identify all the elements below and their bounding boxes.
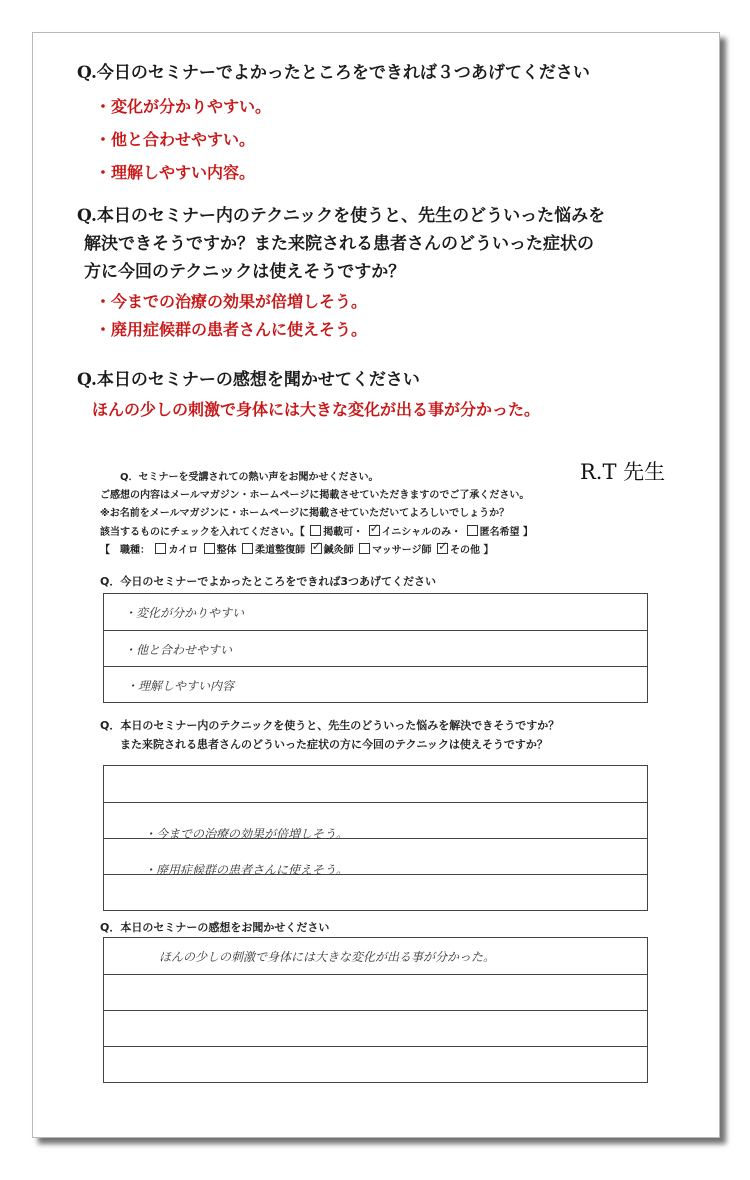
answer-3: ほんの少しの刺激で身体には大きな変化が出る事が分かった。: [92, 400, 541, 419]
answer-1-1: ・変化が分かりやすい。: [95, 97, 272, 116]
answer-line[interactable]: [104, 1010, 647, 1046]
job-seitai-checkbox[interactable]: [204, 543, 215, 554]
job-prefix: 【 職種：: [100, 545, 150, 556]
answer-line[interactable]: [104, 974, 647, 1010]
form-intro-1: Q．セミナーを受講されての熱い声をお聞かせください。: [120, 472, 379, 483]
consent-prefix: 該当するものにチェックを入れてください。【: [100, 527, 305, 538]
handwritten-2-2: ・廃用症候群の患者さんに使えそう。: [144, 863, 349, 877]
job-option-seitai: 整体: [216, 545, 237, 556]
answer-line[interactable]: [104, 863, 647, 910]
job-suffix: 】: [483, 545, 494, 556]
handwritten-3: ほんの少しの刺激で身体には大きな変化が出る事が分かった。: [159, 950, 496, 964]
form-answer-box-1: [103, 593, 648, 703]
job-chiro-checkbox[interactable]: [155, 543, 166, 554]
consent-option-initials: イニシャルのみ・: [381, 527, 462, 538]
consent-suffix: 】: [523, 527, 534, 538]
consent-anonymous-checkbox[interactable]: [467, 525, 478, 536]
form-answer-box-2: [103, 765, 648, 911]
job-option-chiro: カイロ: [168, 545, 199, 556]
handwritten-1-3: ・理解しやすい内容: [126, 679, 235, 693]
consent-initials-checkbox[interactable]: [369, 525, 380, 536]
question-2-line-1: Q.本日のセミナー内のテクニックを使うと、先生のどういった悩みを: [77, 206, 606, 226]
answer-2-1: ・今までの治療の効果が倍増しそう。: [95, 292, 368, 311]
answer-2-2: ・廃用症候群の患者さんに使えそう。: [95, 320, 368, 339]
handwritten-2-1: ・今までの治療の効果が倍増しそう。: [144, 827, 349, 841]
answer-line[interactable]: [104, 1046, 647, 1082]
consent-option-publish: 掲載可・: [323, 527, 364, 538]
question-2-line-3: 方に今回のテクニックは使えそうですか？: [84, 262, 406, 282]
answer-1-3: ・理解しやすい内容。: [95, 163, 256, 182]
signature: R.T 先生: [580, 460, 666, 484]
job-option-judo: 柔道整復師: [255, 545, 306, 556]
job-judo-checkbox[interactable]: [242, 543, 253, 554]
job-row: [100, 543, 494, 558]
answer-line[interactable]: [104, 594, 647, 630]
consent-option-anonymous: 匿名希望: [479, 527, 520, 538]
answer-1-2: ・他と合わせやすい。: [95, 130, 256, 149]
job-option-massage: マッサージ師: [372, 545, 432, 556]
answer-line[interactable]: [104, 938, 647, 974]
consent-row: [100, 525, 533, 540]
form-question-2-line-1: Q．本日のセミナー内のテクニックを使うと、先生のどういった悩みを解決できそうですか？: [100, 719, 560, 732]
job-other-checkbox[interactable]: [437, 543, 448, 554]
handwritten-1-2: ・他と合わせやすい: [124, 643, 233, 657]
form-answer-box-3: [103, 937, 648, 1083]
form-question-3: Q．本日のセミナーの感想をお聞かせください: [100, 921, 330, 934]
question-3: Q.本日のセミナーの感想を聞かせてください: [77, 370, 420, 390]
question-2-line-2: 解決できそうですか？また来院される患者さんのどういった症状の: [84, 234, 594, 254]
handwritten-1-1: ・変化が分かりやすい: [124, 606, 245, 620]
form-question-2-line-2: また来院される患者さんのどういった症状の方に今回のテクニックは使えそうですか？: [120, 738, 548, 751]
question-1: Q.今日のセミナーでよかったところをできれば３つあげてください: [77, 63, 590, 83]
form-question-1: Q．今日のセミナーでよかったところをできれば3つあげてください: [100, 575, 437, 588]
form-intro-3: ※お名前をメールマガジンに・ホームページに掲載させていただいてよろしいでしょうか？: [100, 508, 510, 519]
answer-line[interactable]: [104, 766, 647, 802]
job-massage-checkbox[interactable]: [359, 543, 370, 554]
job-option-other: その他: [450, 545, 481, 556]
form-intro-2: ご感想の内容はメールマガジン・ホームページに掲載させていただきますのでご了承ください。: [100, 490, 530, 501]
answer-line[interactable]: [104, 630, 647, 666]
job-acupuncture-checkbox[interactable]: [311, 543, 322, 554]
job-option-acupuncture: 鍼灸師: [323, 545, 354, 556]
answer-line[interactable]: [104, 666, 647, 702]
consent-publish-checkbox[interactable]: [310, 525, 321, 536]
